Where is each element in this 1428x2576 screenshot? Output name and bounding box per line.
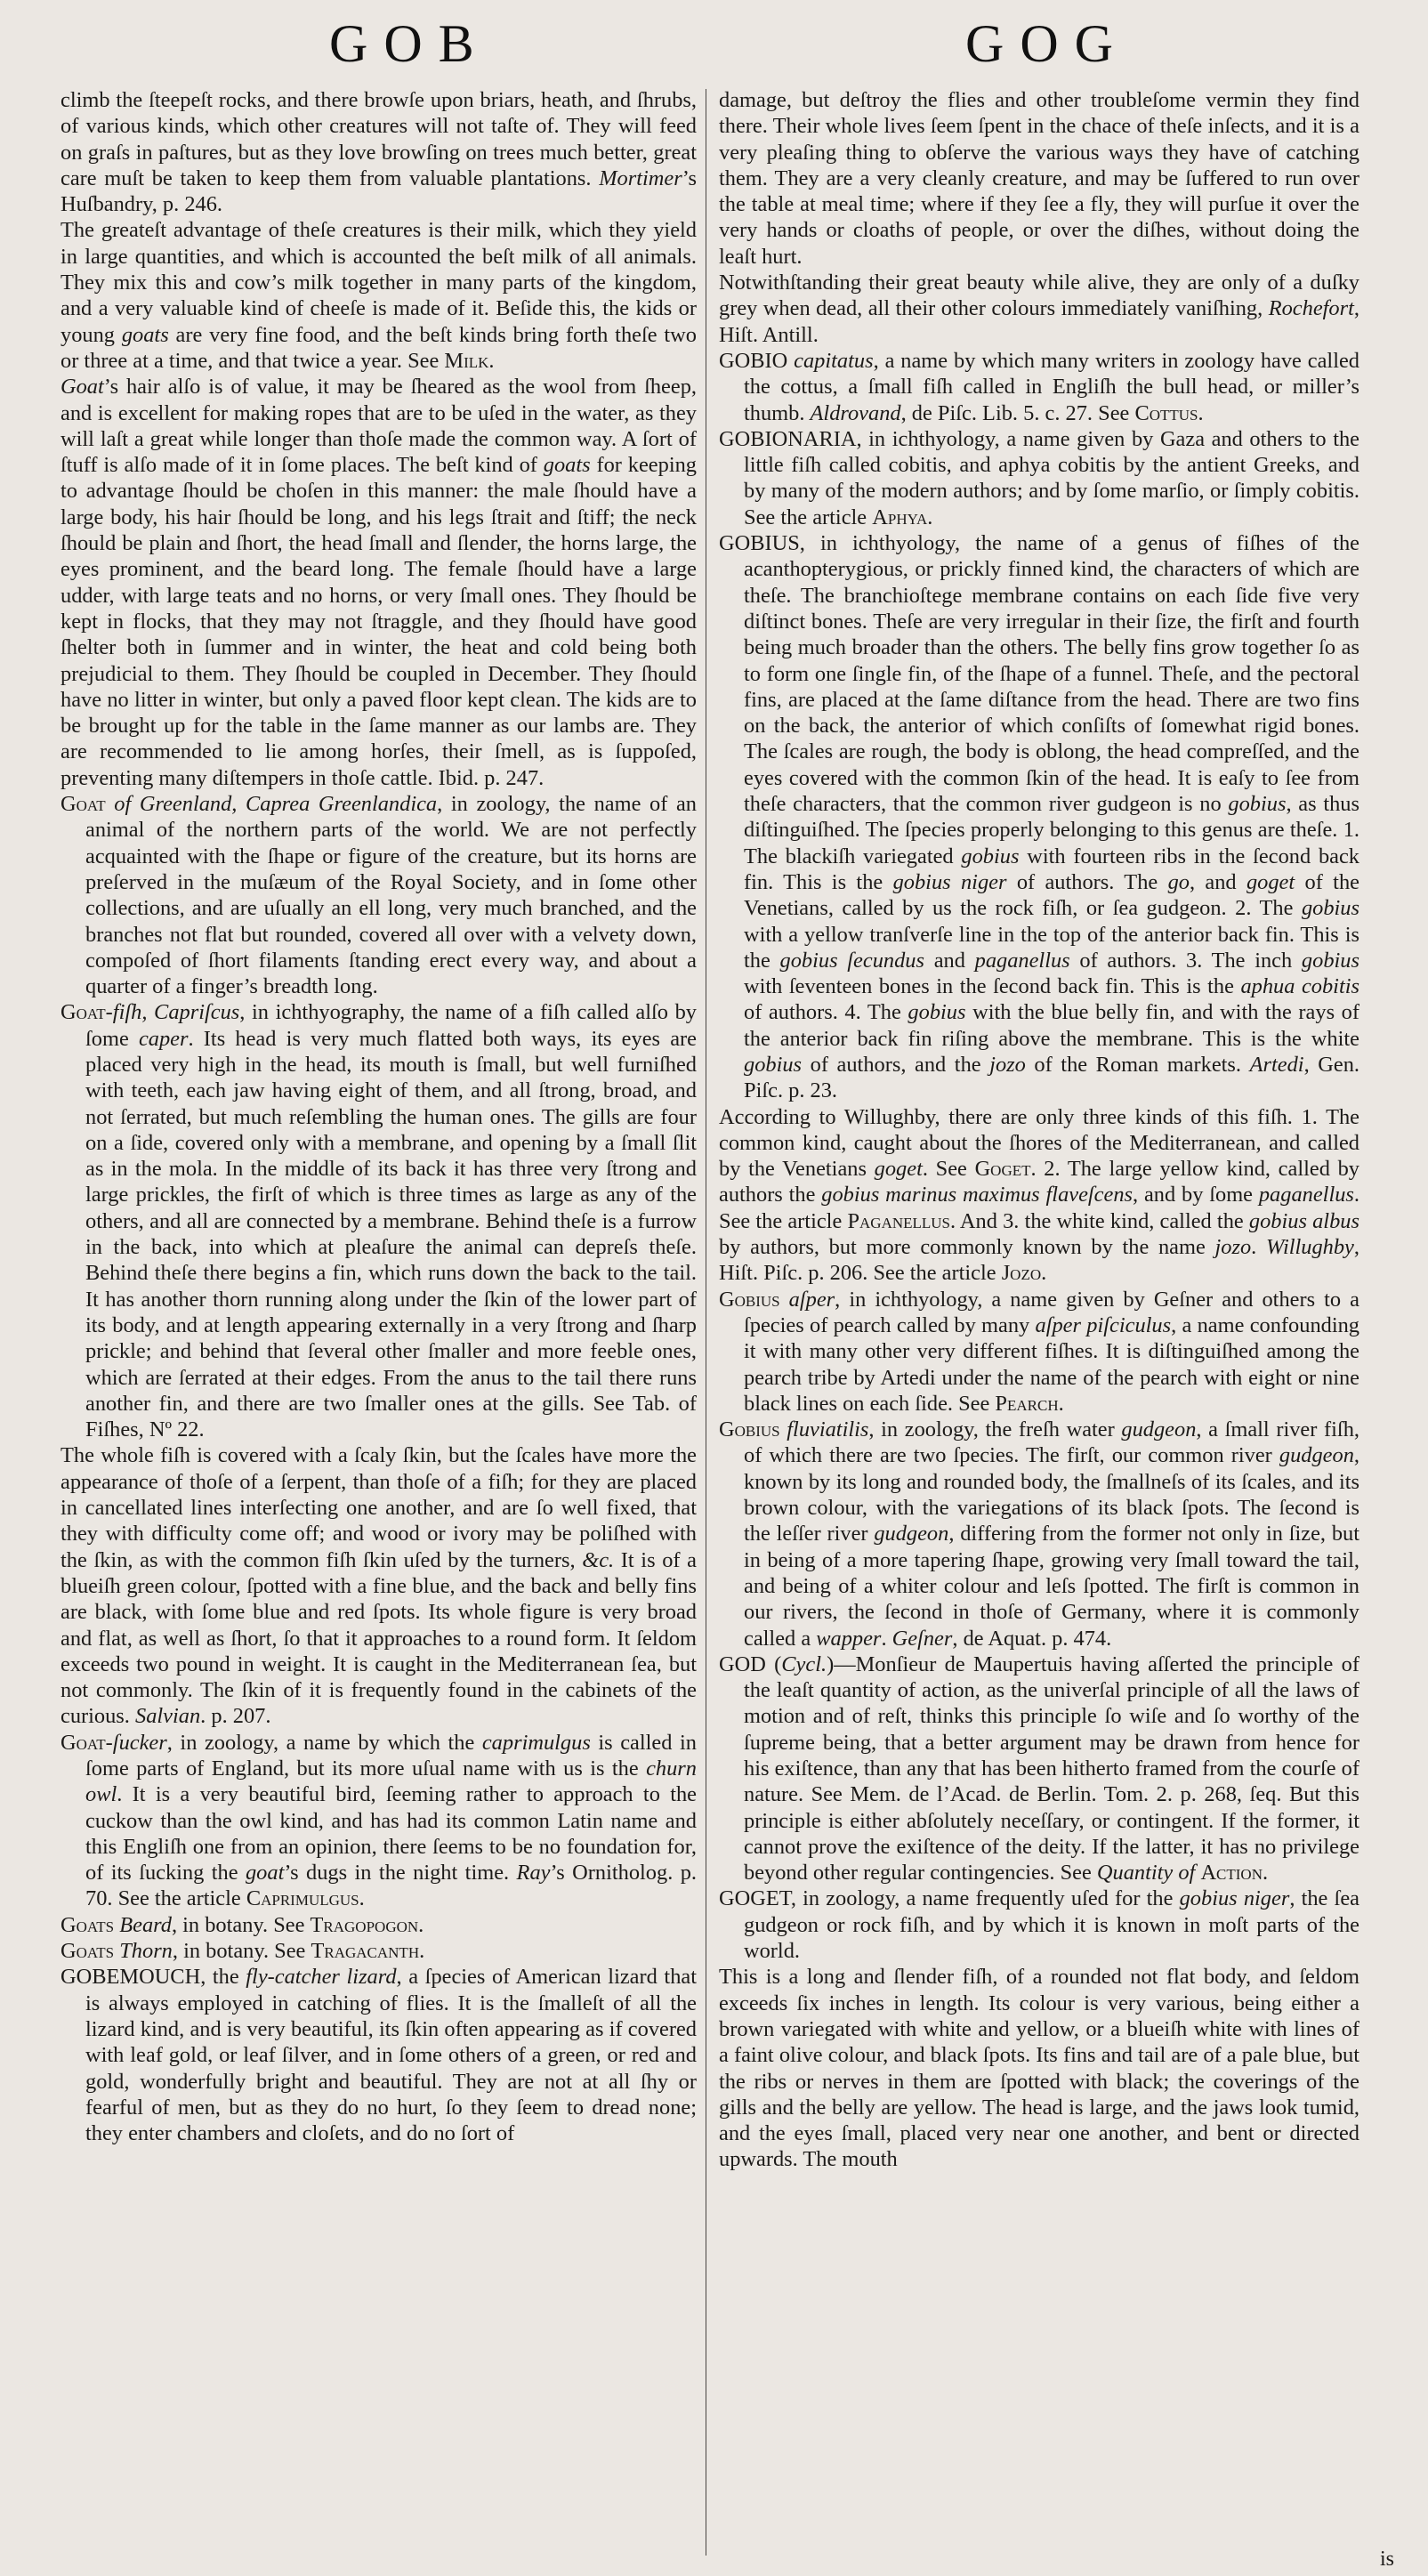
italic-text: goats [121,322,169,347]
text-run: is called in ſome parts of England, but its more uſual name with us is the [85,1730,697,1781]
text-run: According to Willughby, there are only three kinds of this fiſh. 1. The common kind, caught about the ſhores of the Mediterranean, and called by the Venetians [719,1104,1359,1182]
text-run: with the blue belly fin, and with the rays of the anterior back fin riſing above the membrane. This is the white [744,1000,1359,1051]
text-run: . [1198,400,1204,425]
text-run: GOBEMOUCH, the [61,1965,246,1990]
italic-text: jozo [1214,1235,1252,1260]
italic-text: capitatus [794,348,874,373]
italic-text: fiſh, Capriſcus [112,1000,240,1025]
text-run: - [105,1730,113,1755]
text-run: of authors. 4. The [744,1000,908,1025]
running-head-left: GOB [329,14,490,73]
italic-text: Ray [516,1861,551,1886]
small-caps-text: Goats [61,1912,115,1937]
italic-text: gobius albus [1248,1208,1359,1233]
text-run: ’s Ornitholog. p. 70. See the article [85,1861,697,1911]
italic-text: gobius niger [892,869,1007,894]
text-run: - [105,1000,113,1025]
italic-text: Salvian [135,1704,201,1729]
text-run: . And 3. the white kind, called the [950,1208,1249,1233]
text-run: GOBIUS, in ichthyology, the name of a genus of fiſhes of the acanthopterygious, or prickly finned kind, the characters of which are theſe. The branchioſtege membrane contains on each ſide five very diſtinct bones. Theſe are very irregular in their ſize, the firſt and fourth being much broader than the others. The belly fins grow together ſo as to form one ſingle fin, of the ſhape of a funnel. Theſe, and the pectoral fins, are placed at the ſame diſtance from the head. There are two fins on the back, the anterior of which conſiſts of ſomewhat rigid bones. The ſcales are rough, the body is oblong, the head compreſſed, and the eyes covered with the common ſkin of the head. It is eaſy to ſee from theſe characters, that the common river gudgeon is no [719,531,1359,817]
paragraph [719,87,1359,270]
italic-text: gudgeon [874,1522,949,1546]
text-run: , in zoology, the freſh water [868,1417,1122,1442]
text-run: . See [922,1157,975,1182]
text-run: , a ſmall river fiſh, of which there are two ſpecies. The firſt, our common river [744,1417,1359,1468]
italic-text: churn owl [85,1756,697,1807]
left-column [61,87,697,2543]
italic-text: Willughby [1265,1235,1354,1260]
italic-text: Cycl. [781,1651,827,1676]
small-caps-text: Goat [61,792,106,817]
text-run: , and by ſome [1133,1183,1259,1207]
text-run: GOBIONARIA, in ichthyology, a name given by Gaza and others to the little fiſh called cobitis, and aphya cobitis by the antient Greeks, and by many of the modern authors; and by ſome marſio, or ſimply cobitis. See the article [719,426,1359,529]
italic-text: Beard [119,1912,172,1937]
text-run: . 2. The large yellow kind, called by authors the [719,1157,1359,1207]
text-run: , in botany. See [171,1912,311,1937]
paragraph [719,1104,1359,1287]
text-run: of the Roman markets. [1025,1052,1250,1077]
text-run: )—Monſieur de Maupertuis having aſſerted the principle of the leaſt quantity of action, as the univerſal principle of all the laws of motion and of reſt, thinks this principle ſo wiſe and ſo worthy of the ſupreme being, that a better argument may be drawn from hence for his exiſtence, than any that has been hitherto framed from the courſe of nature. See Mem. de l’Acad. de Berlin. Tom. 2. p. 268, ſeq. But this principle is either abſolutely neceſſary, or contingent. If the former, it cannot prove the exiſtence of the deity. If the latter, it has no privilege beyond other regular contingencies. See [744,1651,1359,1886]
small-caps-text: Goat [61,1000,106,1025]
text-run: GOBIO [719,348,795,373]
italic-text: goget [874,1157,923,1182]
italic-text: ſucker [112,1730,167,1755]
italic-text: &c. [582,1547,615,1572]
catchword: is [1379,2548,1394,2571]
italic-text: Thorn [119,1939,173,1964]
dictionary-entry [719,1417,1359,1651]
text-run: , in zoology, the name of an animal of the northern parts of the world. We are not perfectly acquainted with the ſhape or figure of the creature, but its horns are preſerved in the muſæum of the Royal Society, and in ſome other collections, and are uſually an ell long, very much branched, and the branches not flat but rounded, covered all over with a velvety down, compoſed of ſhort filaments ſtanding erect every way, and about a quarter of a finger’s breadth long. [85,792,697,999]
text-run: . [927,505,933,529]
italic-text: gobius ſecundus [779,948,924,973]
text-run: , in ichthyography, the name of a fiſh called alſo by ſome [85,1000,697,1051]
italic-text: go [1167,869,1190,894]
text-run: , and [1189,869,1246,894]
text-run: , in zoology, a name by which the [166,1730,482,1755]
dictionary-entry [61,1938,697,1964]
small-caps-text: Gobius [719,1417,780,1442]
text-run: , de Piſc. Lib. 5. c. 27. See [900,400,1135,425]
italic-text: gobius [1301,948,1359,973]
italic-text: caprimulgus [481,1730,591,1755]
text-run: . [488,348,495,373]
small-caps-text: Paganellus [847,1208,951,1233]
text-run: with a yellow tranſverſe line in the top of the anterior back fin. This is the [744,922,1359,973]
text-run: , Hiſt. Piſc. p. 206. See the article [719,1235,1359,1286]
italic-text: Artedi [1249,1052,1304,1077]
italic-text: Goat [61,375,104,400]
italic-text: gobius [908,1000,966,1025]
italic-text: gobius marinus maximus flaveſcens [821,1183,1134,1207]
text-run: , differing from the former not only in ſize, but in being of a more tapering ſhape, growing very ſmall toward the tail, and being of a whiter colour and leſs ſpotted. The firſt is common in our rivers, the ſecond in thoſe of Germany, where it is commonly called a [744,1522,1359,1651]
text-run: . [1251,1235,1266,1260]
text-run: , a name by which many writers in zoology have called the cottus, a ſmall fiſh called in Engliſh the bull head, or miller’s thumb. [744,348,1359,425]
italic-text: Mortimer [599,166,682,190]
small-caps-text: Jozo [1001,1261,1042,1286]
text-run: . [359,1886,365,1911]
paragraph [61,217,697,374]
text-run: . p. 207. [200,1704,271,1729]
text-run: of authors. 3. The inch [1069,948,1302,973]
text-run: GOGET, in zoology, a name frequently uſed for the [719,1886,1180,1911]
small-caps-text: Cottus [1134,400,1198,425]
italic-text: gudgeon [1121,1417,1197,1442]
text-run: . See the article [719,1183,1359,1233]
text-run: The greateſt advantage of theſe creatures is their milk, which they yield in large quantities, and which is accounted the beſt milk of all animals. They mix this and cow’s milk together in many parts of the kingdom, and a very valuable kind of cheeſe is made of it. Beſide this, the kids or young [61,218,697,347]
italic-text: goget [1246,869,1295,894]
dictionary-entry [719,1287,1359,1417]
dictionary-entry [719,1651,1359,1886]
running-head-right: GOG [965,14,1129,73]
italic-text: aſper [788,1287,835,1312]
italic-text: gobius niger [1179,1886,1290,1911]
text-run: by authors, but more commonly known by the name [719,1235,1215,1260]
text-run: ’s Huſbandry, p. 246. [61,166,697,217]
italic-text: wapper [816,1626,882,1651]
text-run: , as thus diſtinguiſhed. The ſpecies properly belonging to this genus are theſe. 1. The blackiſh variegated [744,792,1359,868]
small-caps-text: Goat [61,1730,106,1755]
dictionary-entry [719,530,1359,1104]
italic-text: caper [138,1026,189,1051]
dictionary-entry [61,999,697,1442]
text-run: This is a long and ſlender fiſh, of a rounded not flat body, and ſeldom exceeds ſix inches in length. Its colour is very various, being either a brown variegated with white and yellow, or a blueiſh white with lines of a faint olive colour, and black ſpots. Its fins and tail are of a pale blue, but the ribs or nerves in them are ſpotted with black; the coverings of the gills and the belly are yellow. The head is large, and the jaws look tumid, and the eyes ſmall, placed very near one another, and bent or directed upwards. The mouth [719,1965,1359,2172]
paragraph [61,87,697,217]
text-run: , the ſea gudgeon or rock fiſh, and by which it is known in moſt parts of the world. [744,1886,1359,1964]
italic-text: jozo [989,1052,1026,1077]
text-run: are very fine food, and the beſt kinds bring forth theſe two or three at a time, and that twice a year. See [61,322,697,373]
small-caps-text: Pearch [995,1391,1059,1416]
text-run: , Hiſt. Antill. [719,296,1359,347]
text-run: . [1041,1261,1047,1286]
italic-text: Aldrovand [810,400,901,425]
text-run: . [419,1939,425,1964]
text-run: . [1263,1861,1269,1886]
small-caps-text: Action [1200,1861,1263,1886]
dictionary-entry [719,1886,1359,1964]
small-caps-text: Tragacanth [311,1939,420,1964]
paragraph [719,1964,1359,2172]
italic-text: Rochefort [1268,296,1354,321]
italic-text: goats [543,453,591,478]
text-run: of authors. The [1006,869,1168,894]
text-run: ’s hair alſo is of value, it may be ſheared as the wool from ſheep, and is excellent for making ropes that are to be uſed in the water, as they will laſt a great while longer than thoſe made the common way. A ſort of ſtuff is alſo made of it in ſome places. The beſt kind of [61,375,697,478]
small-caps-text: Goats [61,1939,115,1964]
text-run: , known by its long and rounded body, the ſmallneſs of its ſcales, and its brown colour, with the variegations of its black ſpots. The ſecond is the leſſer river [744,1443,1359,1546]
text-run: and [924,948,975,973]
text-run [106,792,115,816]
text-run: , a ſpecies of American lizard that is always employed in catching of flies. It is the ſmalleſt of all the lizard kind, and is very beautiful, its ſkin often appearing as if covered with leaf gold, or leaf ſilver, and in ſome others of a green, or red and gold, wonderfully bright and beautiful. They are not at all ſhy or fearful of men, but as they do no hurt, ſo they ſeem to dread none; they enter chambers and cloſets, and do no ſort of [85,1965,697,2146]
italic-text: of Greenland, Caprea Greenlandica [114,792,438,817]
text-run: ’s dugs in the night time. [284,1861,517,1886]
paragraph [719,270,1359,348]
dictionary-entry [719,348,1359,426]
text-run: It is of a blueiſh green colour, ſpotted with a fine blue, and the back and belly fins are black, with ſome blue and red ſpots. Its whole figure is very broad and flat, as well as ſhort, ſo that it approaches to a round form. It ſeldom exceeds two pound in weight. It is caught in the Mediterranean ſea, but not commonly. The ſkin of it is frequently found in the cabinets of the curious. [61,1547,697,1729]
italic-text: Geſner [891,1626,953,1651]
text-run: for keeping to advantage ſhould be choſen in this manner: the male ſhould have a large body, his hair ſhould be long, and his legs ſtrait and ſtiff; the neck ſhould be plain and ſhort, the head ſmall and ſlender, the horns large, the eyes prominent, and the beard long. The female ſhould have a large udder, with large teats and no horns, or very ſmall ones. They ſhould be kept in flocks, that they may not ſtraggle, and they ſhould have good ſhelter both in ſummer and in winter, the heat and cold being both prejudicial to them. They ſhould be coupled in December. They ſhould have no litter in winter, but only a paved floor kept clean. The kids are to be brought up for the table in the ſame manner as our lambs are. They are recommended to lie among horſes, their ſmell, as is ſuppoſed, preventing many diſtempers in thoſe cattle. Ibid. p. 247. [61,453,697,790]
italic-text: goat [245,1861,285,1886]
dictionary-entry [61,1912,697,1938]
dictionary-entry [61,1964,697,2146]
italic-text: gobius [744,1052,803,1077]
italic-text: Quantity of [1096,1861,1196,1886]
text-run: , a name confounding it with many other very different fiſhes. It is diſtinguiſhed among the pearch tribe by Artedi under the name of the pearch with eight or nine black lines on each ſide. See [744,1312,1359,1416]
text-run: with ſeventeen bones in the ſecond back fin. This is the [744,974,1241,999]
text-run: of authors, and the [802,1052,990,1077]
text-run: , in botany. See [172,1939,311,1964]
italic-text: gobius [961,844,1020,868]
small-caps-text: Tragopogon [310,1912,419,1937]
small-caps-text: Gobius [719,1287,780,1312]
text-run: GOD ( [719,1651,782,1676]
text-run: . It is a very beautiful bird, ſeeming rather to approach to the cuckow than the owl kind, and has had its common Latin name and this Engliſh one from an opinion, there ſeems to be no foundation for, of its ſucking the [85,1782,697,1886]
text-run: Notwithſtanding their great beauty while alive, they are only of a duſky grey when dead, all their other colours immediately vaniſhing, [719,271,1359,321]
dictionary-entry [61,791,697,999]
italic-text: gobius [1228,792,1287,817]
dictionary-entry [719,426,1359,530]
small-caps-text: Aphya [872,505,928,529]
text-run: damage, but deſtroy the flies and other troubleſome vermin they find there. Their whole lives ſeem ſpent in the chace of theſe inſects, and it is a very pleaſing thing to obſerve the various ways they have of catching them. They are a very cleanly creature, and may be ſuffered to run over the table at meal time; where if they ſee a fly, they will purſue it over the very hands or cloaths of people, or over the diſhes, without doing the leaſt hurt. [719,88,1359,269]
italic-text: paganellus [974,948,1070,973]
text-run: , Gen. Piſc. p. 23. [744,1052,1359,1103]
paragraph [61,374,697,791]
small-caps-text: Caprimulgus [246,1886,359,1911]
italic-text: fly-catcher lizard [246,1965,397,1990]
text-run [780,1288,789,1312]
text-run: . [418,1912,424,1937]
small-caps-text: Milk [444,348,489,373]
paragraph [61,1442,697,1729]
text-run: , de Aquat. p. 474. [952,1626,1112,1651]
italic-text: aſper piſciculus [1035,1312,1172,1337]
text-run: climb the ſteepeſt rocks, and there browſe upon briars, heath, and ſhrubs, of various kinds, which other creatures will not taſte of. They will feed on graſs in paſtures, but as they love browſing on trees much better, great care muſt be taken to keep them from valuable plantations. [61,88,697,190]
small-caps-text: Goget [974,1157,1031,1182]
text-run: . [1058,1391,1064,1416]
dictionary-entry [61,1730,697,1912]
text-run: . [881,1626,892,1651]
text-run: with fourteen ribs in the ſecond back fin. This is the [744,844,1359,894]
italic-text: gobius [1301,896,1359,921]
text-run: of the Venetians, called by us the rock fiſh, or ſea gudgeon. 2. The [744,869,1359,921]
text-run: , in ichthyology, a name given by Geſner and others to a ſpecies of pearch called by many [744,1287,1359,1337]
italic-text: aphua cobitis [1240,974,1359,999]
right-column [719,87,1359,2543]
italic-text: paganellus [1258,1183,1354,1207]
text-run: . Its head is very much flatted both ways, its eyes are placed very high in the head, its mouth is ſmall, but well furniſhed with teeth, each jaw having eight of them, and all ſtrong, broad, and not ſerrated, but much reſembling the human ones. The gills are four on a ſide, covered only with a membrane, and opening by a ſmall ſlit as in the mola. In the middle of its back it has three very ſtrong and large prickles, the firſt of which is three times as large as any of the others, and all are connected by a membrane. Behind theſe is a furrow in the back, into which at pleaſure the animal can depreſs theſe. Behind theſe there begins a fin, which runs down the back to the tail. It has another thorn running along under the ſkin of the lower part of its body, and at length appearing externally in a very ſtrong and ſharp prickle; and behind that ſeveral other ſmaller and more feeble ones, which are ſerrated at their edges. From the anus to the tail there runs another fin, and there are two ſmaller ones at the gills. See Tab. of Fiſhes, Nº 22. [85,1026,697,1442]
italic-text: gudgeon [1279,1443,1354,1468]
italic-text: fluviatilis [787,1417,869,1442]
text-run: The whole fiſh is covered with a ſcaly ſkin, but the ſcales have more the appearance of thoſe of a ſerpent, than thoſe of a fiſh; for they are placed in cancellated lines interſecting one another, and are ſo well fixed, that they with difficulty come off; and wood or ivory may be poliſhed with the ſkin, as with the common fiſh ſkin uſed by the turners, [61,1443,697,1572]
